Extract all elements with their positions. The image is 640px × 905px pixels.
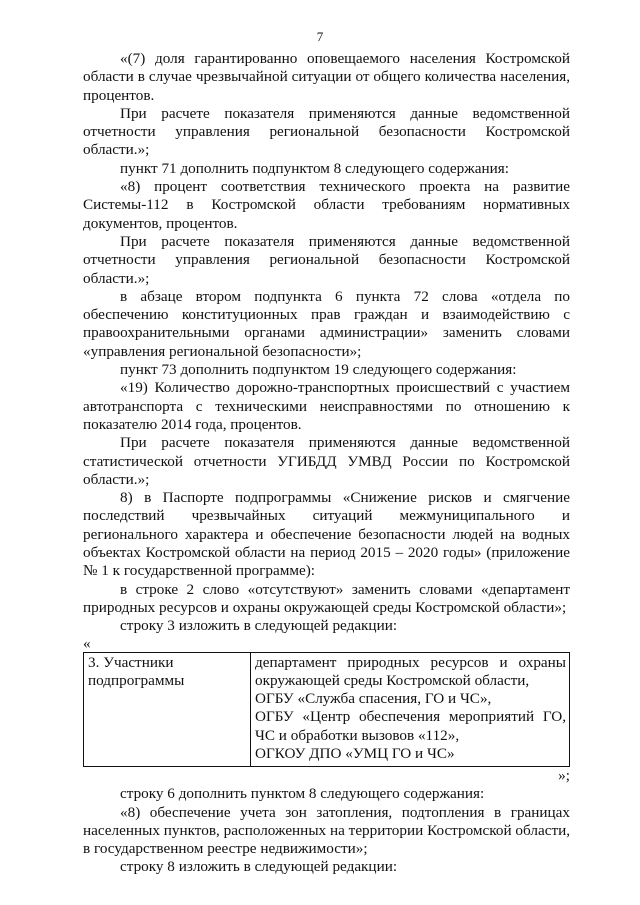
table-label-line-2: подпрограммы [88, 671, 185, 689]
paragraph-row-8: строку 8 изложить в следующей редакции: [120, 858, 398, 876]
paragraph-passport-subprogram: 8) в Паспорте подпрограммы «Снижение рисков и смягчение последствий чрезвычайных ситуаций межмуниципального и регионального характера и обеспечение безопасности людей на водных объектах Костромской области на период 2015 – 2020 годы» (приложение № 1 к государственной программе): [83, 489, 570, 580]
participant-center-112: ОГБУ «Центр обеспечения мероприятий ГО, ЧС и обработки вызовов «112», [255, 708, 566, 744]
paragraph-calculation-note-2: При расчете показателя применяются данные ведомственной отчетности управления региональной безопасности Костромской области.»; [83, 232, 570, 287]
paragraph-item-72: в абзаце втором подпункта 6 пункта 72 слова «отдела по обеспечению конституционных прав граждан и взаимодействию с правоохранительными органами администрации» заменить словами «управления региональной безопасности»; [83, 287, 570, 360]
paragraph-row-6: строку 6 дополнить пунктом 8 следующего содержания: [120, 785, 485, 803]
table-cell-participants [251, 652, 570, 767]
paragraph-indicator-7: «(7) доля гарантированно оповещаемого населения Костромской области в случае чрезвычайной ситуации от общего количества населения, процентов. [83, 50, 570, 104]
participant-training-center: ОГКОУ ДПО «УМЦ ГО и ЧС» [255, 744, 455, 762]
document-body [83, 50, 570, 877]
page-number: 7 [316, 29, 324, 44]
paragraph-item-71: пункт 71 дополнить подпунктом 8 следующего содержания: [120, 159, 509, 177]
participant-department: департамент природных ресурсов и охраны окружающей среды Костромской области, [255, 653, 566, 689]
table-label-line-1: 3. Участники [88, 653, 174, 671]
paragraph-indicator-19: «19) Количество дорожно-транспортных происшествий с участием автотранспорта с техническими неисправностями по отношению к показателю 2014 года, процентов. [83, 379, 570, 433]
paragraph-calculation-note-1: При расчете показателя применяются данные ведомственной отчетности управления региональной безопасности Костромской области.»; [83, 104, 570, 159]
quote-open-mark: « [83, 634, 91, 652]
paragraph-flood-zones: «8) обеспечение учета зон затопления, подтопления в границах населенных пунктов, расположенных на территории Костромской области, в государственном реестре недвижимости»; [83, 803, 570, 858]
paragraph-item-73: пункт 73 дополнить подпунктом 19 следующего содержания: [120, 361, 517, 379]
table-cell-label [84, 652, 251, 767]
participant-rescue-service: ОГБУ «Служба спасения, ГО и ЧС», [255, 690, 492, 708]
paragraph-row-3-intro: строку 3 изложить в следующей редакции: [120, 617, 398, 635]
paragraph-calculation-note-3: При расчете показателя применяются данные ведомственной статистической отчетности УГИБДД УМВД России по Костромской области.»; [83, 434, 570, 488]
paragraph-indicator-8: «8) процент соответствия технического проекта на развитие Системы-112 в Костромской области требованиям нормативных документов, процентов. [83, 178, 570, 232]
table-row [84, 652, 570, 767]
participants-table [83, 652, 570, 768]
quote-close-mark: »; [558, 767, 570, 785]
paragraph-row-2: в строке 2 слово «отсутствуют» заменить словами «департамент природных ресурсов и охраны окружающей среды Костромской области»; [83, 580, 570, 616]
